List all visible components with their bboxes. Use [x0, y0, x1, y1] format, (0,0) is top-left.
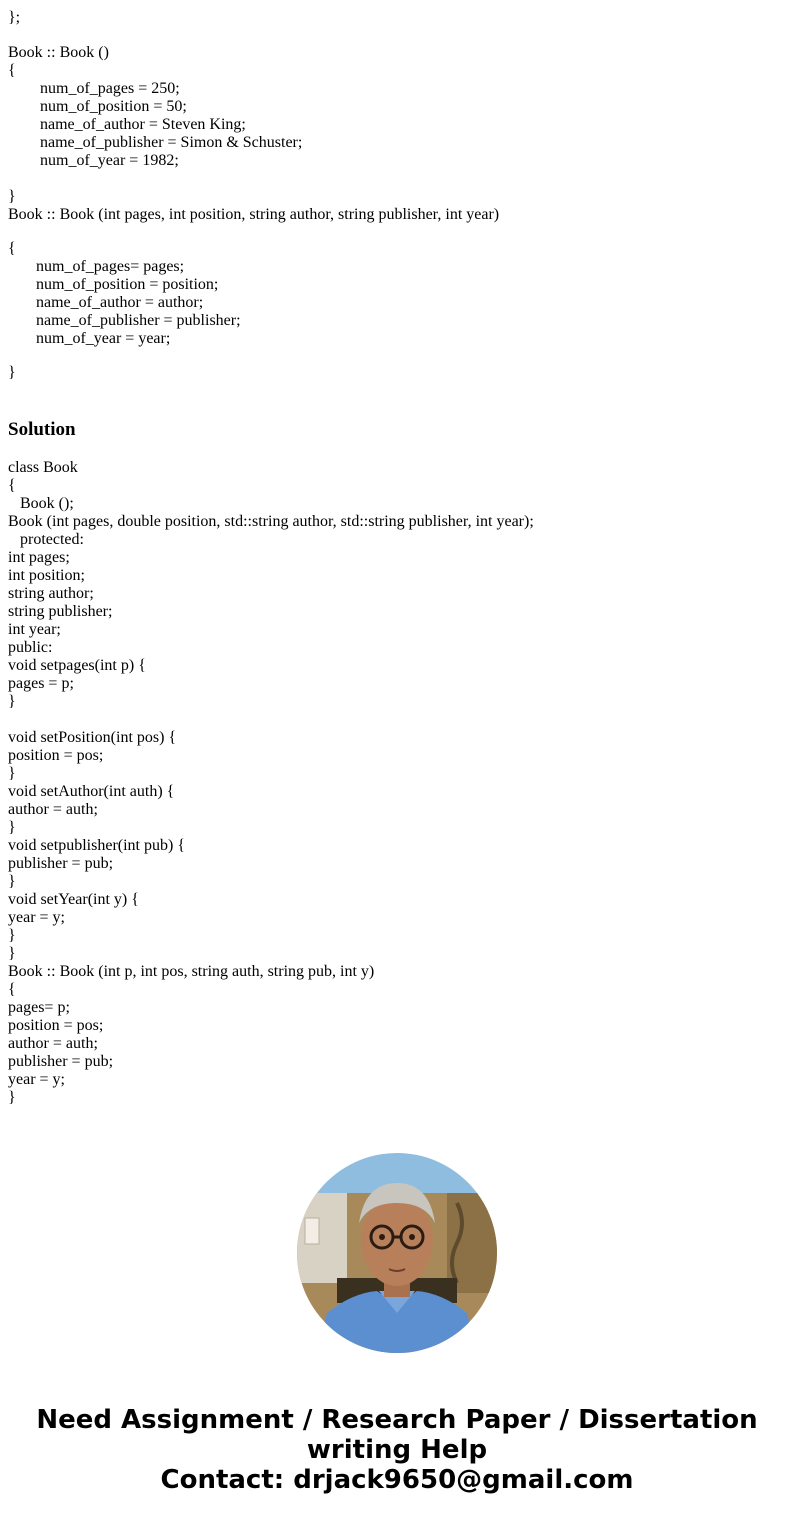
solution-line: year = y; — [8, 909, 65, 926]
solution-line: void setpages(int p) { — [8, 657, 146, 674]
solution-line: publisher = pub; — [8, 855, 114, 872]
solution-line: position = pos; — [8, 747, 104, 764]
solution-line: Book (); — [20, 495, 74, 512]
code-line: } — [8, 188, 16, 205]
code-line: name_of_author = Steven King; — [40, 116, 246, 133]
solution-heading: Solution — [8, 419, 76, 440]
code-line: num_of_pages = 250; — [40, 80, 180, 97]
solution-line: author = auth; — [8, 1035, 98, 1052]
solution-line: void setPosition(int pos) { — [8, 729, 177, 746]
solution-line: string author; — [8, 585, 94, 602]
code-line: }; — [8, 9, 21, 26]
code-line: } — [8, 364, 16, 381]
solution-line: int position; — [8, 567, 85, 584]
solution-line: string publisher; — [8, 603, 113, 620]
avatar-portrait-image — [297, 1153, 497, 1353]
solution-line: author = auth; — [8, 801, 98, 818]
solution-line: Book :: Book (int p, int pos, string auth, string pub, int y) — [8, 963, 375, 980]
author-avatar — [297, 1153, 497, 1353]
solution-line: } — [8, 693, 16, 710]
solution-line: { — [8, 477, 16, 494]
code-line: name_of_publisher = Simon & Schuster; — [40, 134, 303, 151]
solution-line: { — [8, 981, 16, 998]
footer-line-writing-help: writing Help — [306, 1435, 488, 1465]
solution-line: publisher = pub; — [8, 1053, 114, 1070]
solution-line: } — [8, 927, 16, 944]
code-line: num_of_pages= pages; — [36, 258, 185, 275]
solution-line: } — [8, 765, 16, 782]
code-line: num_of_position = position; — [36, 276, 219, 293]
solution-line: } — [8, 945, 16, 962]
solution-line: position = pos; — [8, 1017, 104, 1034]
code-line-default-constructor-signature: Book :: Book () — [8, 44, 109, 61]
solution-line: class Book — [8, 459, 78, 476]
solution-line: Book (int pages, double position, std::string author, std::string publisher, int year); — [8, 513, 534, 530]
code-line: name_of_publisher = publisher; — [36, 312, 241, 329]
code-line-param-constructor-signature: Book :: Book (int pages, int position, string author, string publisher, int year) — [8, 206, 500, 223]
code-line: num_of_year = 1982; — [40, 152, 179, 169]
solution-line: public: — [8, 639, 53, 656]
solution-line: int year; — [8, 621, 61, 638]
solution-line: protected: — [20, 531, 84, 548]
solution-line: int pages; — [8, 549, 70, 566]
solution-line: year = y; — [8, 1071, 65, 1088]
code-line: num_of_year = year; — [36, 330, 171, 347]
code-line: { — [8, 240, 16, 257]
code-line: name_of_author = author; — [36, 294, 204, 311]
solution-line: } — [8, 1089, 16, 1106]
code-line: num_of_position = 50; — [40, 98, 187, 115]
solution-line: pages= p; — [8, 999, 70, 1016]
solution-line: } — [8, 873, 16, 890]
code-line: { — [8, 62, 16, 79]
footer-line-help: Need Assignment / Research Paper / Dissertation — [36, 1405, 758, 1435]
solution-line: void setYear(int y) { — [8, 891, 139, 908]
solution-line: void setAuthor(int auth) { — [8, 783, 175, 800]
solution-line: void setpublisher(int pub) { — [8, 837, 185, 854]
solution-line: } — [8, 819, 16, 836]
footer-contact-email[interactable]: Contact: drjack9650@gmail.com — [160, 1465, 634, 1495]
solution-line: pages = p; — [8, 675, 74, 692]
